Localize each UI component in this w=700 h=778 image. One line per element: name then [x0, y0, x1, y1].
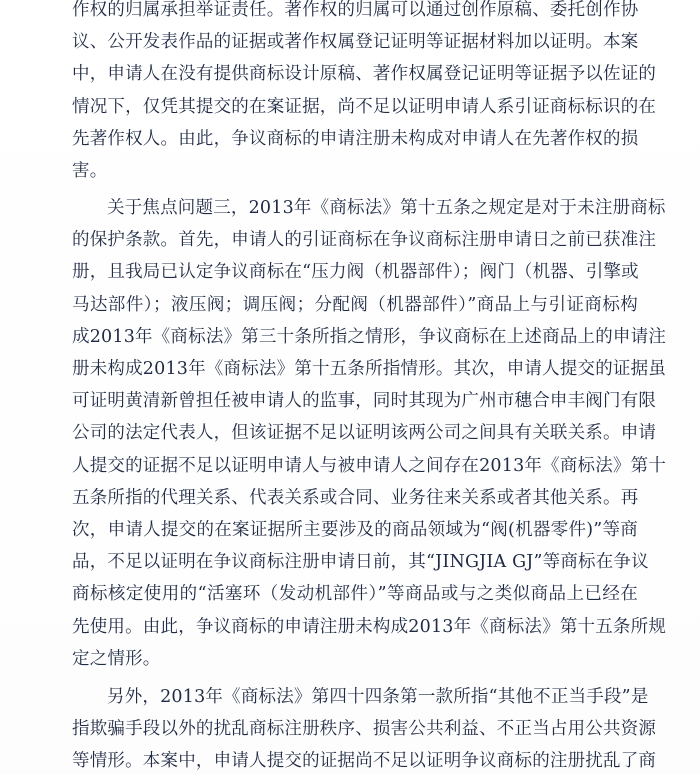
text-line: 先使用。由此，争议商标的申请注册未构成2013年《商标法》第十五条所规 — [72, 616, 667, 637]
text-line: 指欺骗手段以外的扰乱商标注册秩序、损害公共利益、不正当占用公共资源 — [72, 719, 657, 740]
text-line: 商标核定使用的“活塞环（发动机部件）”等商品或与之类似商品上已经在 — [72, 584, 638, 605]
text-line: 的保护条款。首先，申请人的引证商标在争议商标注册申请日之前已获准注 — [72, 230, 657, 251]
text-line: 五条所指的代理关系、代表关系或合同、业务往来关系或者其他关系。再 — [72, 487, 639, 508]
text-line: 马达部件）；液压阀；调压阀；分配阀（机器部件）”商品上与引证商标构 — [72, 294, 638, 315]
text-line: 情况下，仅凭其提交的在案证据，尚不足以证明申请人系引证商标标识的在 — [72, 96, 657, 117]
text-line: 先著作权人。由此，争议商标的申请注册未构成对申请人在先著作权的损 — [72, 128, 639, 149]
text-line: 册未构成2013年《商标法》第十五条所指情形。其次，申请人提交的证据虽 — [72, 359, 667, 380]
text-line: 作权的归属承担举证责任。著作权的归属可以通过创作原稿、委托创作协 — [72, 0, 639, 20]
text-line: 成2013年《商标法》第三十条所指之情形，争议商标在上述商品上的申请注 — [72, 326, 667, 347]
paragraph-other-improper-means — [72, 681, 657, 778]
text-line: 次，申请人提交的在案证据所主要涉及的商品领域为“阀(机器零件)”等商 — [72, 520, 638, 541]
text-line: 册，且我局已认定争议商标在“压力阀（机器部件）；阀门（机器、引擎或 — [72, 262, 639, 283]
text-line: 议、公开发表作品的证据或著作权属登记证明等证据材料加以证明。本案 — [72, 32, 639, 53]
text-line: 另外，2013年《商标法》第四十四条第一款所指“其他不正当手段”是 — [107, 687, 649, 707]
text-line: 害。 — [72, 161, 108, 182]
paragraph-issue-three — [72, 192, 667, 675]
text-line: 等情形。本案中，申请人提交的证据尚不足以证明争议商标的注册扰乱了商 — [72, 751, 657, 772]
text-line: 关于焦点问题三，2013年《商标法》第十五条之规定是对于未注册商标 — [107, 198, 666, 218]
text-line: 人提交的证据不足以证明申请人与被申请人之间存在2013年《商标法》第十 — [72, 455, 667, 476]
text-line: 公司的法定代表人，但该证据不足以证明该两公司之间具有关联关系。申请 — [72, 423, 657, 444]
text-line: 定之情形。 — [72, 648, 161, 669]
paragraph-copyright-ownership — [72, 0, 657, 187]
text-line: 品，不足以证明在争议商标注册申请日前，其“JINGJIA GJ”等商标在争议 — [72, 552, 649, 573]
text-line: 中，申请人在没有提供商标设计原稿、著作权属登记证明等证据予以佐证的 — [72, 64, 657, 85]
text-line: 可证明黄清新曾担任被申请人的监事，同时其现为广州市穗合申丰阀门有限 — [72, 391, 657, 412]
